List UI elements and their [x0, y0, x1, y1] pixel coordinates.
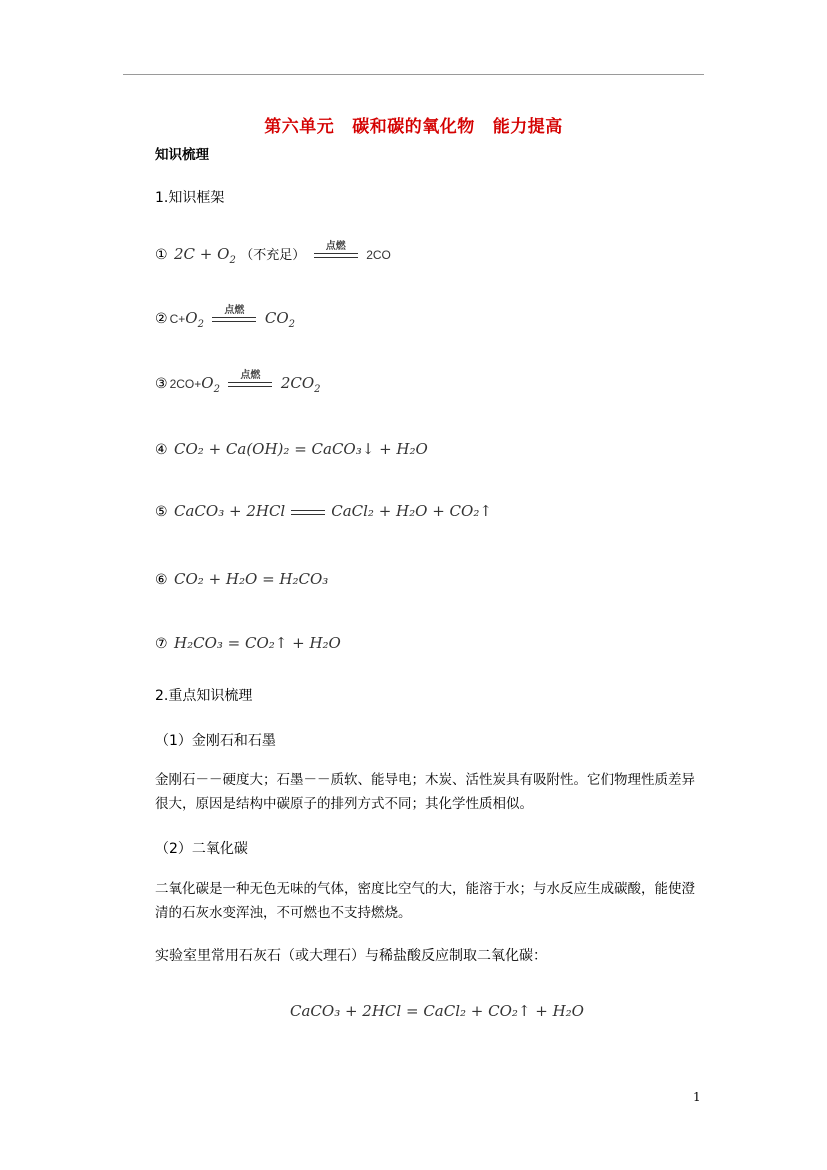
equation-2-condition: 点燃: [212, 305, 256, 322]
equation-1-rhs: 2CO: [366, 248, 391, 262]
lab-text: 实验室里常用石灰石（或大理石）与稀盐酸反应制取二氧化碳：: [155, 948, 547, 964]
equation-6-number: ⑥: [155, 572, 168, 588]
equation-7-number: ⑦: [155, 636, 168, 652]
header-rule: [123, 74, 704, 75]
equation-2: ② $C+O_2$ 点燃 $CO_2$: [155, 304, 295, 330]
subsection-2-paragraph: 二氧化碳是一种无色无味的气体，密度比空气的大，能溶于水；与水反应生成碳酸，能使澄清的石灰水变浑浊，不可燃也不支持燃烧。: [155, 881, 695, 921]
page-number: 1: [693, 1090, 701, 1104]
equation-7: [155, 634, 341, 652]
equation-1-number: ①: [155, 247, 168, 263]
equation-4-number: ④: [155, 442, 168, 458]
lab-equation-text: CaCO₃ + 2HCl = CaCl₂ + CO₂↑ + H₂O: [290, 1002, 584, 1020]
section-2-label: 2.重点知识梳理: [155, 688, 253, 704]
subsection-2-label: （2）二氧化碳: [155, 841, 248, 857]
equation-4: [155, 440, 428, 458]
equation-1-note: （不充足）: [240, 248, 306, 263]
equation-5-lhs: CaCO₃ + 2HCl: [174, 502, 286, 520]
equation-2-rhs: CO: [264, 309, 289, 327]
equation-3: ③ $2CO+O_2$ 点燃 $2CO_2$: [155, 369, 321, 395]
equation-1-condition: 点燃: [314, 241, 358, 258]
section-heading: 知识梳理: [155, 147, 209, 163]
equation-4-text: CO₂ + Ca(OH)₂ = CaCO₃↓ + H₂O: [174, 440, 428, 458]
title-part-topic: 碳和碳的氧化物: [352, 117, 475, 137]
page-title: [0, 112, 827, 137]
title-part-level: 能力提高: [492, 117, 563, 137]
equation-1: ① $2C + O_2$ （不充足） 点燃 2CO: [155, 240, 391, 266]
equation-5-number: ⑤: [155, 504, 168, 520]
lab-equation: [290, 1002, 584, 1020]
title-part-unit: 第六单元: [264, 117, 335, 137]
equation-6: [155, 570, 328, 588]
equation-1-lhs: 2C + O: [174, 245, 230, 263]
equation-5: [155, 502, 492, 520]
section-1-label: 1.知识框架: [155, 190, 225, 206]
equation-3-number: ③: [155, 376, 168, 392]
equation-5-rhs: CaCl₂ + H₂O + CO₂↑: [331, 502, 492, 520]
subsection-1-paragraph: 金刚石－－硬度大；石墨－－质软、能导电；木炭、活性炭具有吸附性。它们物理性质差异很大，原因是结构中碳原子的排列方式不同；其化学性质相似。: [155, 772, 695, 812]
subsection-1-label: （1）金刚石和石墨: [155, 733, 276, 749]
equation-2-number: ②: [155, 311, 168, 327]
equation-7-text: H₂CO₃ = CO₂↑ + H₂O: [174, 634, 341, 652]
equation-3-condition: 点燃: [228, 370, 272, 387]
equation-3-rhs: 2CO: [280, 374, 315, 392]
equation-6-text: CO₂ + H₂O = H₂CO₃: [174, 570, 329, 588]
